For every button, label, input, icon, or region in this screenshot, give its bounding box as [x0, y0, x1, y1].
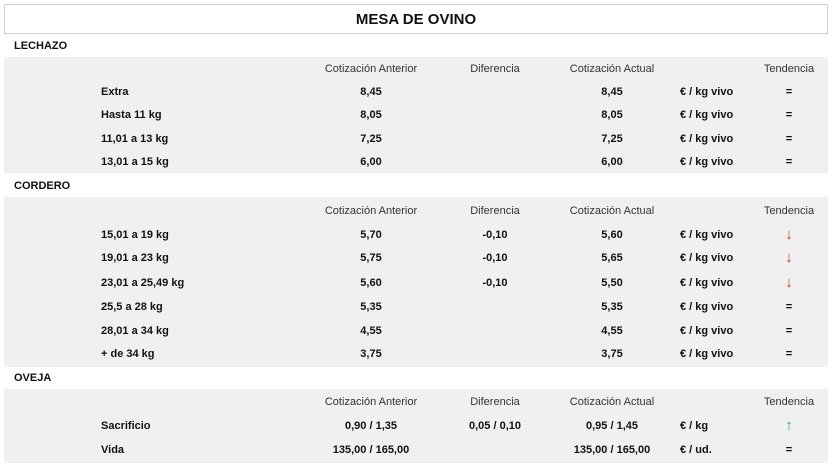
- row-unit: € / kg vivo: [680, 229, 734, 241]
- header-trend: Tendencia: [763, 396, 815, 408]
- section-cordero: [4, 197, 828, 367]
- section-oveja: [4, 389, 828, 463]
- section-label-cordero: CORDERO: [4, 175, 828, 197]
- page-title: MESA DE OVINO: [4, 4, 828, 34]
- row-diff: 0,05 / 0,10: [469, 420, 521, 432]
- row-prev: 8,45: [360, 86, 382, 98]
- row-unit: € / kg vivo: [680, 86, 734, 98]
- row-prev: 3,75: [360, 348, 382, 360]
- row-diff: -0,10: [482, 252, 508, 264]
- header-prev: Cotización Anterior: [324, 205, 418, 217]
- equal-icon: =: [785, 156, 793, 168]
- row-name: Extra: [101, 86, 129, 98]
- table-row: [4, 272, 828, 294]
- row-unit: € / kg: [680, 420, 709, 432]
- table-row: [4, 128, 828, 150]
- row-curr: 135,00 / 165,00: [573, 444, 651, 456]
- row-unit: € / kg vivo: [680, 156, 734, 168]
- header-curr: Cotización Actual: [569, 396, 655, 408]
- row-prev: 8,05: [360, 109, 382, 121]
- row-name: + de 34 kg: [101, 348, 155, 360]
- row-unit: € / kg vivo: [680, 348, 734, 360]
- arrow-up-icon: ↑: [785, 417, 793, 434]
- row-name: Vida: [101, 444, 125, 456]
- row-name: 25,5 a 28 kg: [101, 301, 163, 313]
- arrow-down-icon: ↓: [785, 226, 793, 243]
- column-header-row: [4, 200, 828, 222]
- equal-icon: =: [785, 133, 793, 145]
- row-prev: 6,00: [360, 156, 382, 168]
- header-trend: Tendencia: [763, 205, 815, 217]
- row-unit: € / kg vivo: [680, 325, 734, 337]
- header-curr: Cotización Actual: [569, 205, 655, 217]
- row-prev: 7,25: [360, 133, 382, 145]
- row-prev: 5,35: [360, 301, 382, 313]
- row-prev: 135,00 / 165,00: [332, 444, 410, 456]
- row-unit: € / kg vivo: [680, 277, 734, 289]
- column-header-row: [4, 58, 828, 80]
- row-prev: 5,70: [360, 229, 382, 241]
- row-name: Sacrificio: [101, 420, 151, 432]
- table-row: [4, 81, 828, 103]
- table-row: [4, 151, 828, 173]
- equal-icon: =: [785, 444, 793, 456]
- table-row: [4, 296, 828, 318]
- row-curr: 8,05: [601, 109, 623, 121]
- section-label-oveja: OVEJA: [4, 367, 828, 389]
- table-row: [4, 439, 828, 461]
- header-prev: Cotización Anterior: [324, 63, 418, 75]
- row-diff: -0,10: [482, 229, 508, 241]
- row-curr: 5,65: [601, 252, 623, 264]
- equal-icon: =: [785, 325, 793, 337]
- row-curr: 5,35: [601, 301, 623, 313]
- row-name: Hasta 11 kg: [101, 109, 162, 121]
- equal-icon: =: [785, 301, 793, 313]
- arrow-down-icon: ↓: [785, 249, 793, 266]
- row-prev: 5,60: [360, 277, 382, 289]
- row-unit: € / kg vivo: [680, 109, 734, 121]
- row-unit: € / kg vivo: [680, 252, 734, 264]
- equal-icon: =: [785, 348, 793, 360]
- row-curr: 6,00: [601, 156, 623, 168]
- arrow-down-icon: ↓: [785, 274, 793, 291]
- header-diff: Diferencia: [470, 63, 520, 75]
- table-row: [4, 247, 828, 269]
- header-diff: Diferencia: [470, 396, 520, 408]
- row-prev: 5,75: [360, 252, 382, 264]
- table-row: [4, 320, 828, 342]
- table-row: [4, 104, 828, 126]
- row-curr: 7,25: [601, 133, 623, 145]
- column-header-row: [4, 391, 828, 413]
- table-row: [4, 343, 828, 365]
- row-curr: 8,45: [601, 86, 623, 98]
- row-curr: 0,95 / 1,45: [586, 420, 638, 432]
- row-name: 19,01 a 23 kg: [101, 252, 169, 264]
- row-unit: € / kg vivo: [680, 301, 734, 313]
- row-unit: € / kg vivo: [680, 133, 734, 145]
- table-row: [4, 415, 828, 437]
- equal-icon: =: [785, 86, 793, 98]
- header-curr: Cotización Actual: [569, 63, 655, 75]
- section-lechazo: [4, 57, 828, 173]
- row-curr: 5,60: [601, 229, 623, 241]
- row-curr: 5,50: [601, 277, 623, 289]
- header-diff: Diferencia: [470, 205, 520, 217]
- equal-icon: =: [785, 109, 793, 121]
- row-diff: -0,10: [482, 277, 508, 289]
- section-label-lechazo: LECHAZO: [4, 35, 828, 57]
- row-name: 28,01 a 34 kg: [101, 325, 169, 337]
- row-prev: 0,90 / 1,35: [345, 420, 397, 432]
- row-name: 11,01 a 13 kg: [101, 133, 169, 145]
- row-name: 13,01 a 15 kg: [101, 156, 169, 168]
- row-curr: 4,55: [601, 325, 623, 337]
- table-row: [4, 224, 828, 246]
- row-name: 15,01 a 19 kg: [101, 229, 169, 241]
- row-prev: 4,55: [360, 325, 382, 337]
- header-prev: Cotización Anterior: [324, 396, 418, 408]
- header-trend: Tendencia: [763, 63, 815, 75]
- row-unit: € / ud.: [680, 444, 712, 456]
- row-name: 23,01 a 25,49 kg: [101, 277, 185, 289]
- row-curr: 3,75: [601, 348, 623, 360]
